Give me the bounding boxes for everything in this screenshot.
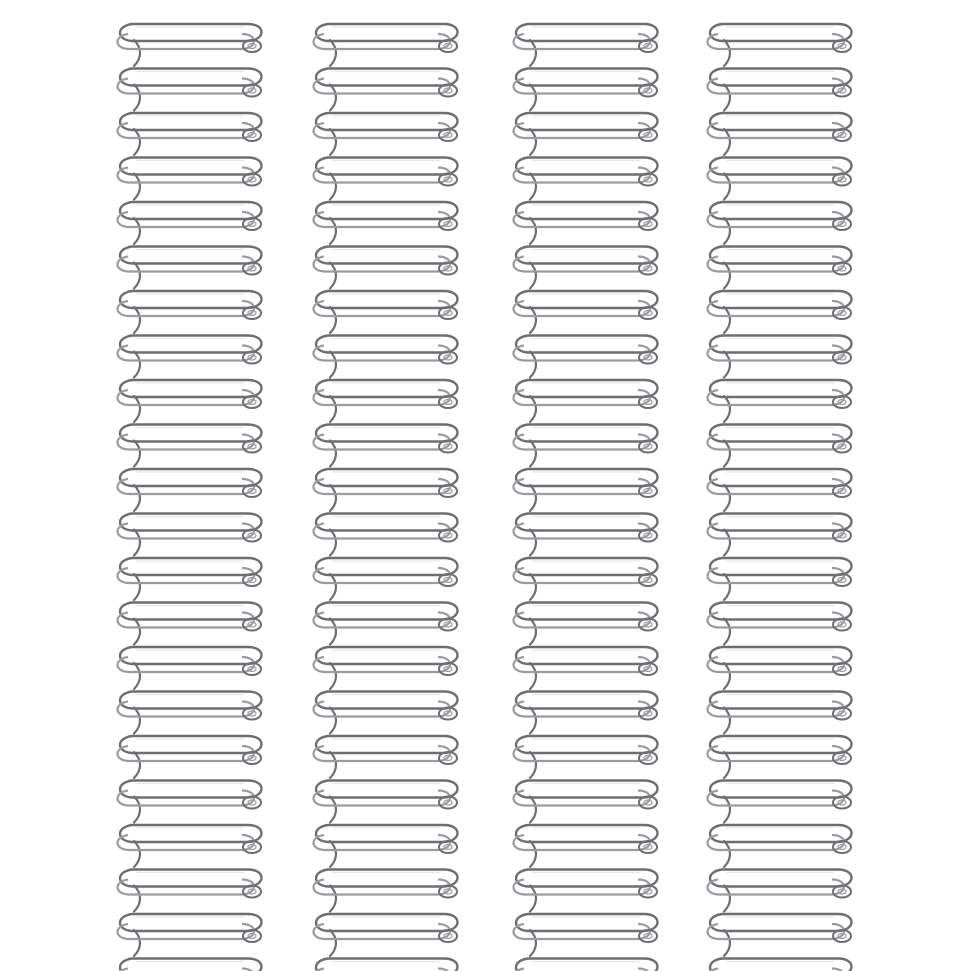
wire-loop: [118, 959, 262, 971]
wire-strip-4: [708, 24, 852, 971]
wire-loop: [514, 959, 658, 971]
wire-loop: [708, 959, 852, 971]
wire-strip-2: [314, 24, 458, 971]
wire-loop: [314, 959, 458, 971]
wire-strip-3: [514, 24, 658, 971]
wire-strip-1: [118, 24, 262, 971]
